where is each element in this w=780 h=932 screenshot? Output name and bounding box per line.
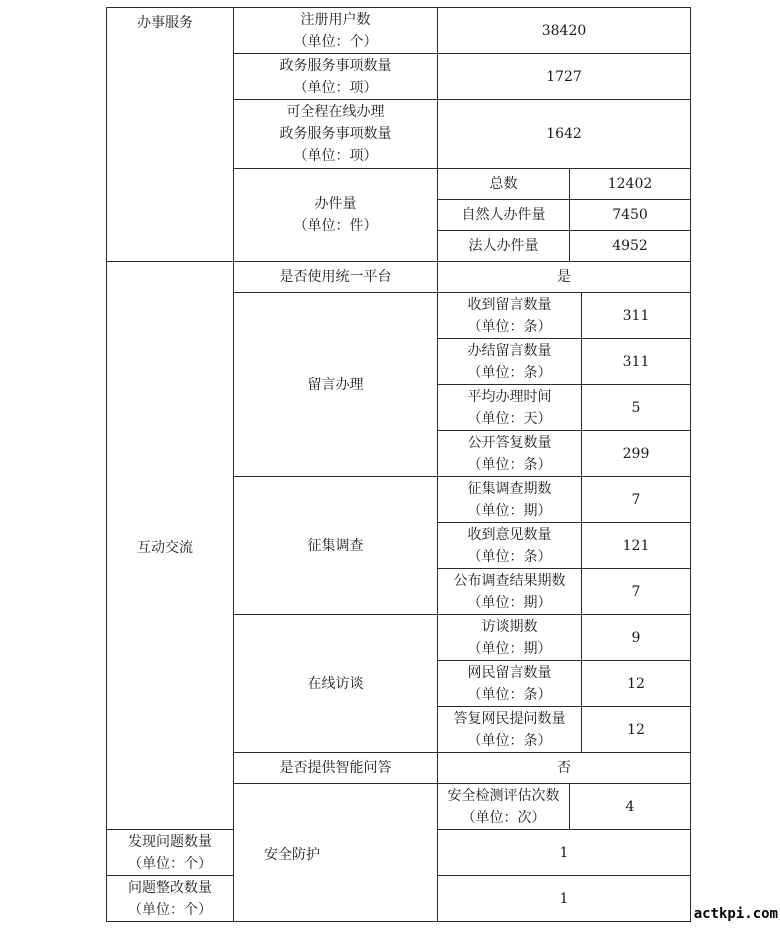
table-row bbox=[107, 8, 691, 54]
sub-label: 答复网民提问数量 （单位：条） bbox=[438, 707, 582, 753]
sub-label: 自然人办件量 bbox=[438, 200, 570, 231]
sub-label: 法人办件量 bbox=[438, 231, 570, 262]
data-table bbox=[106, 7, 691, 922]
group-label-interview: 在线访谈 bbox=[234, 615, 438, 753]
row-value: 1727 bbox=[438, 54, 691, 100]
sub-value: 121 bbox=[582, 523, 691, 569]
row-label: 发现问题数量 （单位：个） bbox=[107, 830, 234, 876]
sub-label: 收到留言数量 （单位：条） bbox=[438, 293, 582, 339]
row-value: 4 bbox=[570, 784, 691, 830]
sub-value: 12 bbox=[582, 707, 691, 753]
table-row bbox=[107, 262, 691, 293]
sub-label: 办结留言数量 （单位：条） bbox=[438, 339, 582, 385]
row-label: 问题整改数量 （单位：个） bbox=[107, 876, 234, 922]
sub-value: 5 bbox=[582, 385, 691, 431]
sub-label: 访谈期数 （单位：期） bbox=[438, 615, 582, 661]
sub-value: 7 bbox=[582, 477, 691, 523]
sub-label: 网民留言数量 （单位：条） bbox=[438, 661, 582, 707]
row-label: 是否提供智能问答 bbox=[234, 753, 438, 784]
group-label-survey: 征集调查 bbox=[234, 477, 438, 615]
row-value: 38420 bbox=[438, 8, 691, 54]
row-label: 安全检测评估次数 （单位：次） bbox=[438, 784, 570, 830]
sub-label: 公布调查结果期数 （单位：期） bbox=[438, 569, 582, 615]
sub-label: 平均办理时间 （单位：天） bbox=[438, 385, 582, 431]
row-label: 政务服务事项数量 （单位：项） bbox=[234, 54, 438, 100]
watermark-text: actkpi.com bbox=[693, 906, 778, 922]
sub-label: 征集调查期数 （单位：期） bbox=[438, 477, 582, 523]
section-label-service: 办事服务 bbox=[107, 8, 234, 262]
sub-value: 7450 bbox=[570, 200, 691, 231]
section-label-security: 安全防护 bbox=[234, 784, 438, 922]
row-value: 1 bbox=[438, 830, 691, 876]
sub-value: 9 bbox=[582, 615, 691, 661]
sub-value: 311 bbox=[582, 339, 691, 385]
row-label: 注册用户数 （单位：个） bbox=[234, 8, 438, 54]
row-label: 可全程在线办理 政务服务事项数量 （单位：项） bbox=[234, 100, 438, 169]
group-label-cases: 办件量 （单位：件） bbox=[234, 169, 438, 262]
sub-label: 收到意见数量 （单位：条） bbox=[438, 523, 582, 569]
row-label: 是否使用统一平台 bbox=[234, 262, 438, 293]
sub-label: 公开答复数量 （单位：条） bbox=[438, 431, 582, 477]
sub-label: 总数 bbox=[438, 169, 570, 200]
sub-value: 7 bbox=[582, 569, 691, 615]
sub-value: 311 bbox=[582, 293, 691, 339]
sub-value: 12402 bbox=[570, 169, 691, 200]
section-label-interaction: 互动交流 bbox=[107, 262, 234, 830]
sub-value: 12 bbox=[582, 661, 691, 707]
group-label-messages: 留言办理 bbox=[234, 293, 438, 477]
row-value: 1642 bbox=[438, 100, 691, 169]
sub-value: 299 bbox=[582, 431, 691, 477]
row-value: 否 bbox=[438, 753, 691, 784]
row-value: 1 bbox=[438, 876, 691, 922]
sub-value: 4952 bbox=[570, 231, 691, 262]
row-value: 是 bbox=[438, 262, 691, 293]
